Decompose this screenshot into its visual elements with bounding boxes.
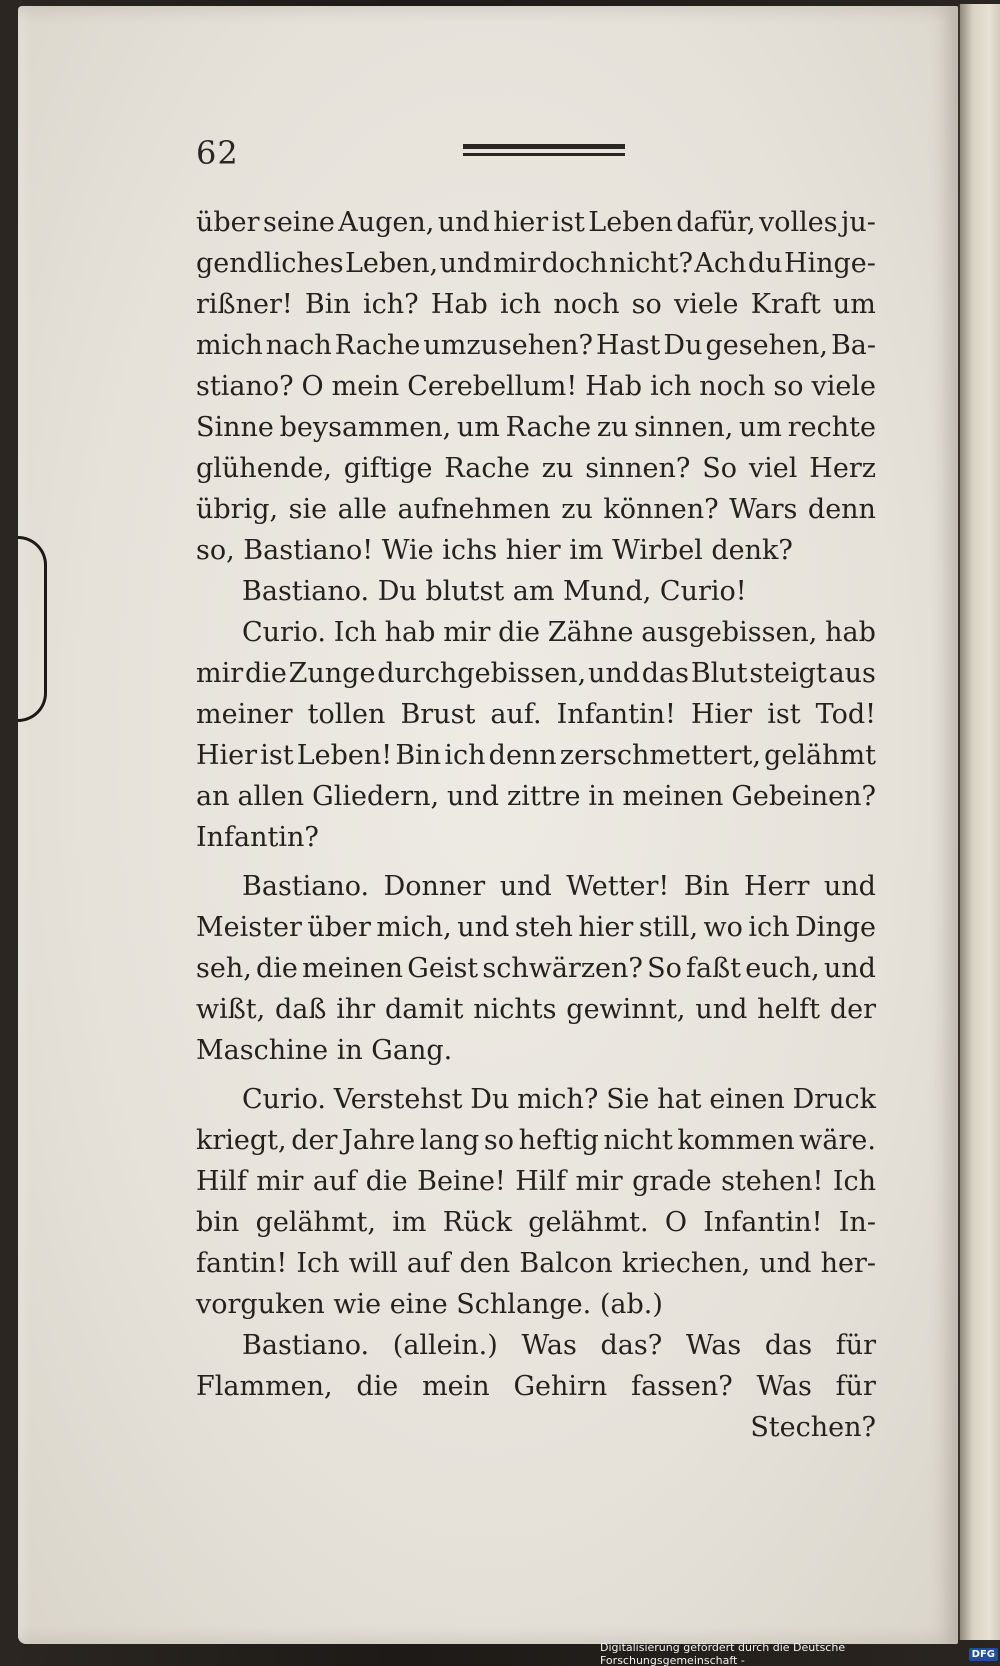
text-line: so, Bastiano! Wie ichs hier im Wirbel denk? xyxy=(196,535,793,566)
text-line: Bastiano. (allein.) Was das? Was das für xyxy=(242,1330,876,1361)
text-line: Hier ist Leben! Bin ich denn zerschmettert, gelähmt xyxy=(196,740,876,771)
text-line: rißner! Bin ich? Hab ich noch so viele Kraft um xyxy=(196,289,876,320)
text-line: glühende, giftige Rache zu sinnen? So viel Herz xyxy=(196,453,876,484)
text-line: stiano? O mein Cerebellum! Hab ich noch so viele xyxy=(196,371,876,402)
text-line: Bastiano. Du blutst am Mund, Curio! xyxy=(242,576,747,607)
credit-text: Digitalisierung gefördert durch die Deutsche Forschungsgemeinschaft - xyxy=(600,1641,846,1666)
following-pages-edge xyxy=(958,4,1000,1640)
text-line: seh, die meinen Geist schwärzen? So faßt euch, und xyxy=(196,953,876,984)
dfg-logo: DFG xyxy=(969,1648,998,1661)
text-line: vorguken wie eine Schlange. (ab.) xyxy=(196,1289,663,1320)
text-line: Stechen? xyxy=(750,1412,876,1443)
text-line: Flammen, die mein Gehirn fassen? Was für xyxy=(196,1371,876,1402)
text-line: Bastiano. Donner und Wetter! Bin Herr und xyxy=(242,871,876,902)
text-line: kriegt, der Jahre lang so heftig nicht kommen wäre. xyxy=(196,1125,876,1156)
page-number: 62 xyxy=(196,134,239,172)
text-line: meiner tollen Brust auf. Infantin! Hier ist Tod! xyxy=(196,699,876,730)
text-line: an allen Gliedern, und zittre in meinen Gebeinen? xyxy=(196,781,876,812)
body-text xyxy=(196,202,876,1448)
text-line: gendliches Leben, und mir doch nicht? Ach du Hinge- xyxy=(196,248,876,279)
text-line: über seine Augen, und hier ist Leben dafür, volles ju- xyxy=(196,207,876,238)
text-line: mir die Zunge durchgebissen, und das Blut steigt aus xyxy=(196,658,876,689)
page-clip-shadow xyxy=(18,536,47,722)
text-line: fantin! Ich will auf den Balcon kriechen, und her- xyxy=(196,1248,876,1279)
text-line: Maschine in Gang. xyxy=(196,1035,453,1066)
text-line: Curio. Verstehst Du mich? Sie hat einen Druck xyxy=(242,1084,876,1115)
text-line: bin gelähmt, im Rück gelähmt. O Infantin! In- xyxy=(196,1207,876,1238)
digitization-credit xyxy=(600,1641,998,1666)
text-line: Hilf mir auf die Beine! Hilf mir grade stehen! Ich xyxy=(196,1166,876,1197)
text-line: wißt, daß ihr damit nichts gewinnt, und helft der xyxy=(196,994,876,1025)
text-line: übrig, sie alle aufnehmen zu können? Wars denn xyxy=(196,494,876,525)
text-line: Meister über mich, und steh hier still, wo ich Dinge xyxy=(196,912,876,943)
text-line: mich nach Rache umzusehen? Hast Du gesehen, Ba- xyxy=(196,330,876,361)
book-page xyxy=(18,6,958,1644)
header-rule xyxy=(463,144,625,158)
paragraph-gap xyxy=(196,1071,876,1079)
text-line: Curio. Ich hab mir die Zähne ausgebissen, hab xyxy=(242,617,876,648)
paragraph-gap xyxy=(196,858,876,866)
text-line: Infantin? xyxy=(196,822,319,853)
text-line: Sinne beysammen, um Rache zu sinnen, um rechte xyxy=(196,412,876,443)
